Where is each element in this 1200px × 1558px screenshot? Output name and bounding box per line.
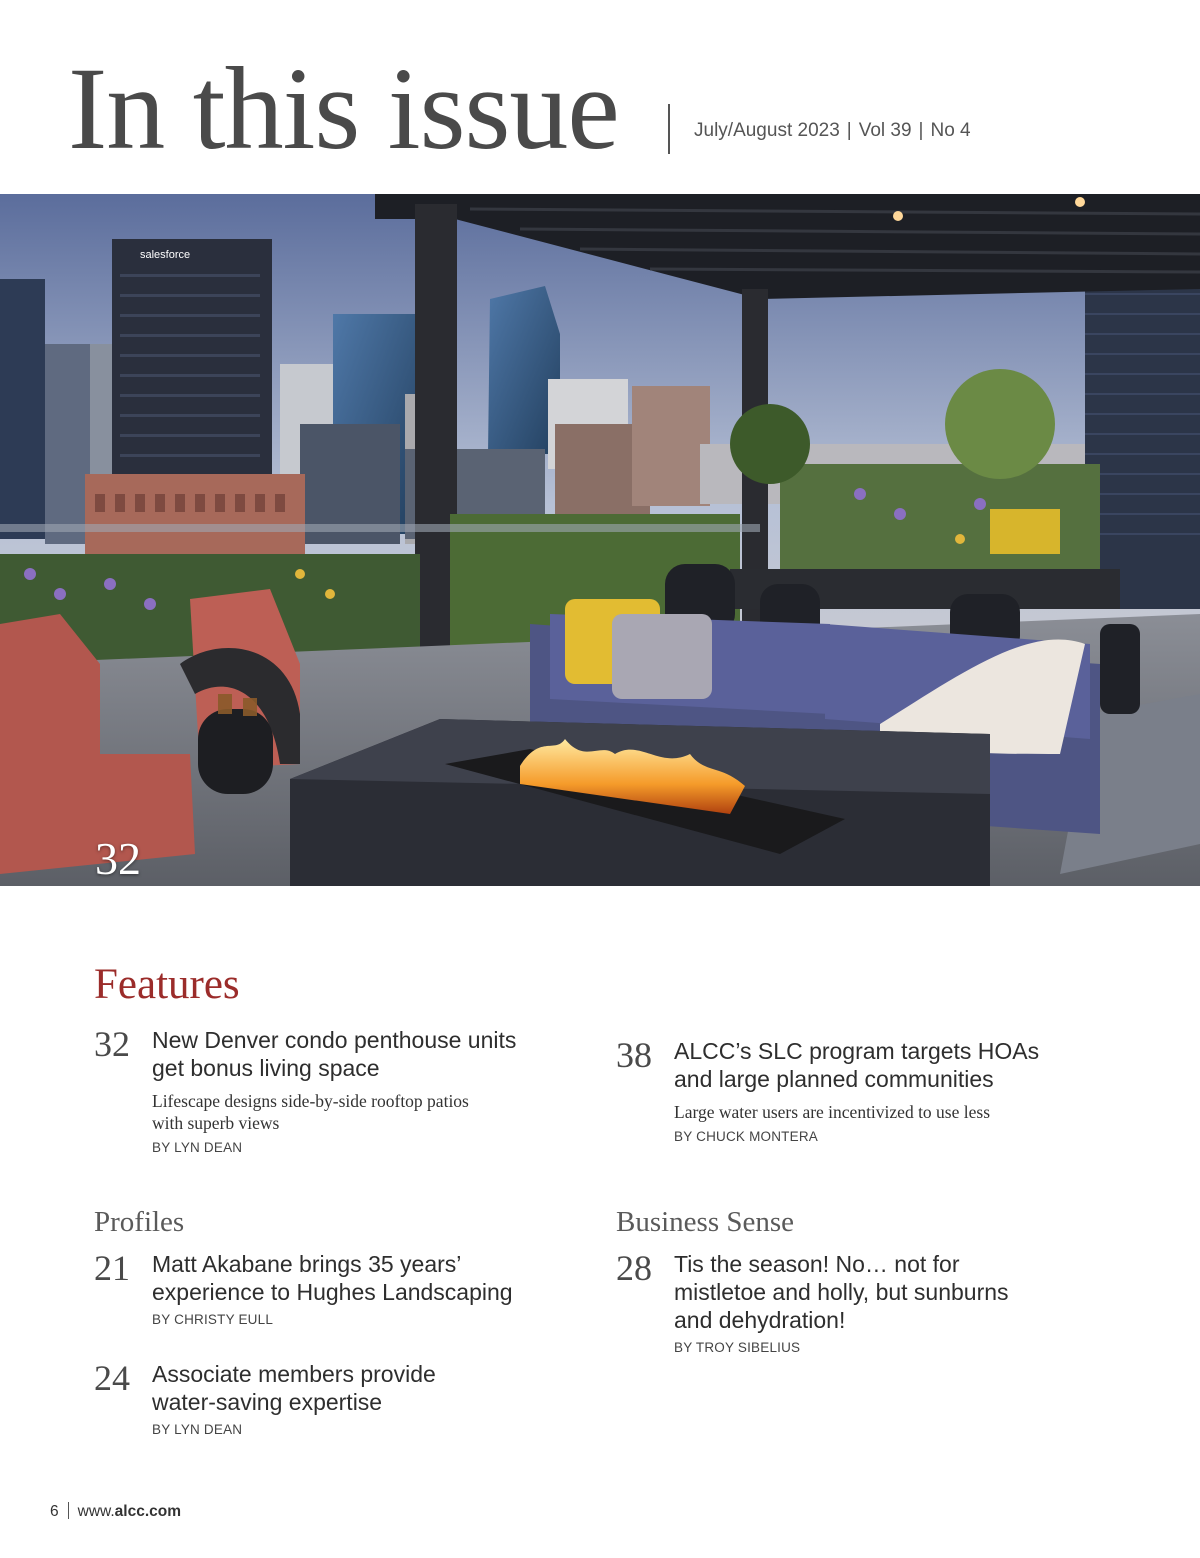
profiles-heading: Profiles bbox=[94, 1206, 185, 1238]
entry-page-number: 24 bbox=[94, 1358, 130, 1398]
entry-title[interactable]: Tis the season! No… not for mistletoe and holly, but sunburns and dehydration! bbox=[674, 1251, 1009, 1333]
footer-page-number: 6 bbox=[50, 1503, 59, 1520]
entry-title[interactable]: ALCC’s SLC program targets HOAs and large planned communities bbox=[674, 1038, 1040, 1092]
entry-byline: BY LYN DEAN bbox=[152, 1422, 243, 1437]
entry-page-number: 38 bbox=[616, 1035, 652, 1075]
building-sign: salesforce bbox=[140, 249, 191, 261]
entry-byline: BY CHRISTY EULL bbox=[152, 1312, 274, 1327]
entry-deck: Large water users are incentivized to use less bbox=[674, 1102, 991, 1122]
issue-number: No 4 bbox=[930, 120, 971, 141]
entry-page-number: 32 bbox=[94, 1024, 130, 1064]
entry-deck: Lifescape designs side-by-side rooftop patios with superb views bbox=[152, 1091, 469, 1133]
entry-title[interactable]: Associate members provide water-saving expertise bbox=[152, 1361, 436, 1415]
features-heading: Features bbox=[94, 961, 240, 1008]
entry-byline: BY LYN DEAN bbox=[152, 1140, 243, 1155]
meta-separator: | bbox=[846, 120, 852, 141]
url-domain: alcc.com bbox=[114, 1503, 182, 1520]
entry-page-number: 21 bbox=[94, 1248, 130, 1288]
page-title: In this issue bbox=[68, 43, 619, 174]
entry-page-number: 28 bbox=[616, 1248, 652, 1288]
entry-title[interactable]: New Denver condo penthouse units get bonus living space bbox=[152, 1027, 517, 1081]
url-prefix: www. bbox=[77, 1503, 115, 1520]
business-sense-heading: Business Sense bbox=[616, 1206, 795, 1238]
footer-divider bbox=[68, 1502, 69, 1519]
hero-page-number: 32 bbox=[95, 833, 141, 884]
hero-photo bbox=[0, 194, 1200, 886]
issue-date: July/August 2023 bbox=[694, 120, 840, 141]
rooftop-patio-image bbox=[0, 194, 1200, 886]
issue-volume: Vol 39 bbox=[858, 120, 912, 141]
meta-separator: | bbox=[918, 120, 924, 141]
footer-url[interactable] bbox=[78, 1503, 181, 1520]
entry-byline: BY CHUCK MONTERA bbox=[674, 1129, 818, 1144]
entry-byline: BY TROY SIBELIUS bbox=[674, 1340, 801, 1355]
issue-info bbox=[694, 120, 971, 142]
entry-title[interactable]: Matt Akabane brings 35 years’ experience to Hughes Landscaping bbox=[152, 1251, 513, 1305]
title-divider bbox=[668, 104, 670, 154]
page-footer bbox=[50, 1502, 181, 1521]
